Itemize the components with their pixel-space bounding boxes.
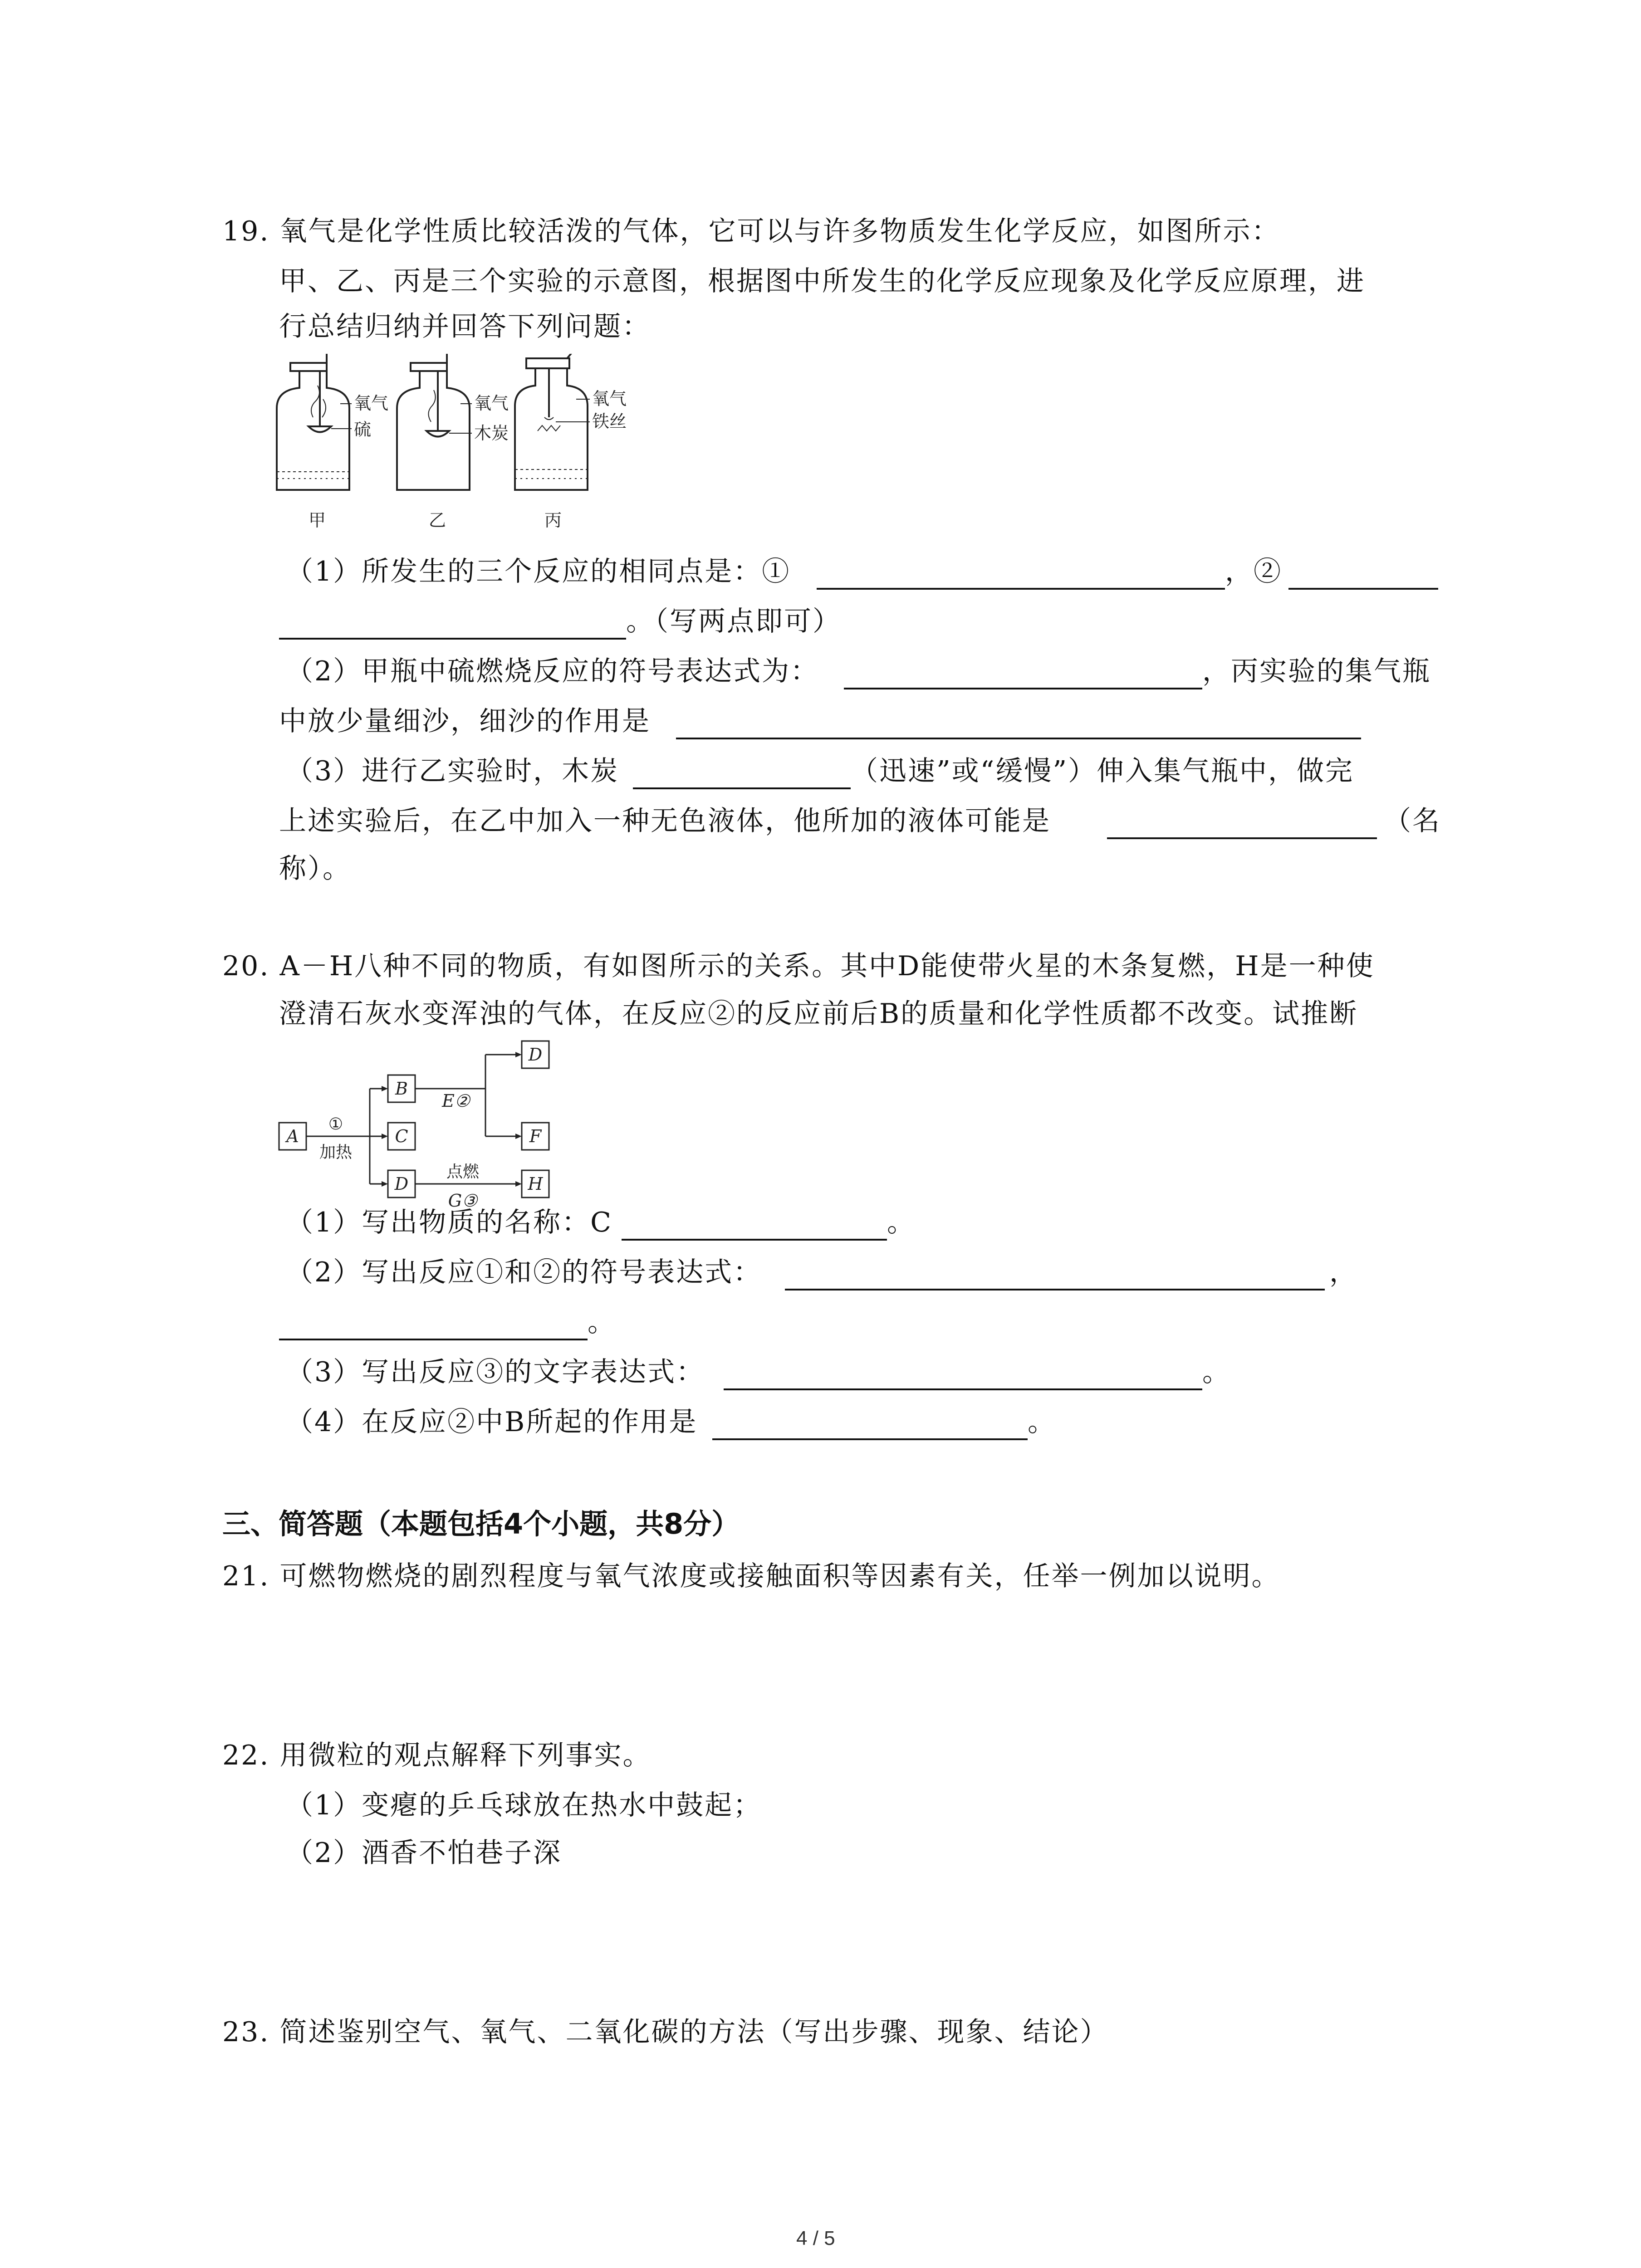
q19-answer-blank-4[interactable]	[676, 738, 1361, 739]
q20-p4: （4）在反应②中B所起的作用是	[286, 1406, 698, 1438]
q19-p3a: （3）进行乙实验时，木炭	[286, 755, 619, 787]
q20-p1: （1）写出物质的名称：C	[286, 1207, 613, 1238]
label-E2: E②	[442, 1091, 470, 1111]
label-charcoal: 木炭	[474, 423, 509, 443]
q19-p1c: 。（写两点即可）	[626, 606, 841, 637]
label-sulfur: 硫	[354, 420, 372, 440]
q20-p4-end: 。	[1028, 1406, 1056, 1438]
q19-answer-blank-3[interactable]	[844, 688, 1202, 689]
q19-p2c: 中放少量细沙，细沙的作用是	[279, 705, 651, 737]
q19-experiment-figure	[272, 354, 662, 544]
node-D: D	[394, 1174, 409, 1194]
q20-p2-comma: ，	[1329, 1256, 1358, 1288]
q19-p3c: 上述实验后，在乙中加入一种无色液体，他所加的液体可能是	[279, 805, 1051, 837]
q20-p2: （2）写出反应①和②的符号表达式：	[286, 1256, 762, 1288]
q20-answer-blank-3[interactable]	[279, 1339, 588, 1340]
q20-p3-end: 。	[1202, 1356, 1231, 1388]
section-3-title: 三、简答题（本题包括4个小题，共8分）	[222, 1507, 740, 1540]
q19-p1b: ，②	[1225, 556, 1282, 587]
q19-answer-blank-2b[interactable]	[279, 638, 626, 640]
q20-line1: 20. A－H八种不同的物质，有如图所示的关系。其中D能使带火星的木条复燃，H是一种使	[222, 950, 1375, 982]
q19-line2: 甲、乙、丙是三个实验的示意图，根据图中所发生的化学反应现象及化学反应原理，进	[279, 265, 1365, 297]
q21-text: 21. 可燃物燃烧的剧烈程度与氧气浓度或接触面积等因素有关，任举一例加以说明。	[222, 1560, 1280, 1592]
q20-relation-diagram	[272, 1039, 608, 1229]
q20-p3: （3）写出反应③的文字表达式：	[286, 1356, 705, 1388]
q23-text: 23. 简述鉴别空气、氧气、二氧化碳的方法（写出步骤、现象、结论）	[222, 2016, 1109, 2048]
label-iron-wire: 铁丝	[592, 411, 627, 431]
q19-p3e: 称）。	[279, 853, 351, 885]
label-yi: 乙	[429, 510, 446, 530]
q22-p2: （2）酒香不怕巷子深	[286, 1837, 562, 1869]
bottle-jia	[277, 354, 352, 490]
label-ignite: 点燃	[446, 1163, 480, 1181]
q20-p1-end: 。	[887, 1207, 916, 1238]
q20-line2: 澄清石灰水变浑浊的气体，在反应②的反应前后B的质量和化学性质都不改变。试推断	[279, 998, 1358, 1030]
node-H: H	[528, 1174, 543, 1194]
q19-answer-blank-5[interactable]	[633, 787, 851, 789]
node-D-product: D	[528, 1045, 543, 1065]
q19-p1a: （1）所发生的三个反应的相同点是：①	[286, 556, 791, 587]
label-oxygen-2: 氧气	[474, 393, 509, 413]
q22-p1: （1）变瘪的乒乓球放在热水中鼓起；	[286, 1789, 762, 1821]
q19-p2a: （2）甲瓶中硫燃烧反应的符号表达式为：	[286, 655, 819, 687]
q19-line1: 19. 氧气是化学性质比较活泼的气体，它可以与许多物质发生化学反应，如图所示：	[222, 215, 1280, 247]
label-oxygen-3: 氧气	[592, 389, 627, 409]
label-oxygen-1: 氧气	[354, 393, 389, 413]
q20-answer-blank-5[interactable]	[712, 1438, 1028, 1440]
q20-answer-blank-1[interactable]	[622, 1239, 887, 1241]
label-heat: 加热	[319, 1143, 353, 1162]
node-C: C	[395, 1126, 408, 1146]
q20-answer-blank-4[interactable]	[724, 1388, 1202, 1390]
q19-p2b: ，丙实验的集气瓶	[1202, 655, 1431, 687]
node-A: A	[286, 1126, 299, 1146]
node-F: F	[529, 1126, 542, 1146]
label-G3: G③	[448, 1191, 478, 1211]
q19-p3b: （迅速”或“缓慢”）伸入集气瓶中，做完	[851, 755, 1354, 787]
q19-answer-blank-2a[interactable]	[1288, 588, 1438, 590]
q20-p2-end: 。	[588, 1306, 616, 1338]
label-jia: 甲	[309, 510, 326, 530]
page-number: 4 / 5	[796, 2227, 835, 2249]
q19-answer-blank-6[interactable]	[1107, 837, 1377, 839]
node-B: B	[395, 1079, 408, 1099]
bottle-bing	[515, 354, 590, 490]
q22-text: 22. 用微粒的观点解释下列事实。	[222, 1740, 652, 1771]
label-bing: 丙	[544, 510, 562, 530]
bottle-yi	[397, 354, 472, 490]
q19-answer-blank-1[interactable]	[817, 588, 1225, 590]
label-circle-1: ①	[328, 1115, 343, 1134]
q19-p3d: （名	[1384, 805, 1441, 837]
q20-answer-blank-2[interactable]	[785, 1289, 1325, 1290]
q19-line3: 行总结归纳并回答下列问题：	[279, 311, 651, 342]
